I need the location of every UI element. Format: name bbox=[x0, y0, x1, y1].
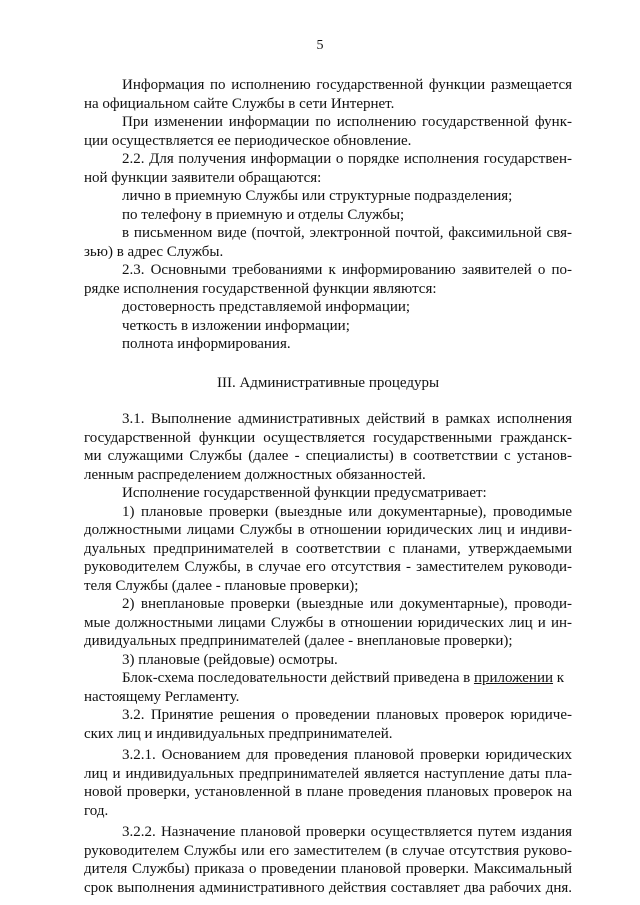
scheme-text-after: к bbox=[553, 670, 565, 686]
text-line: 3.1. Выполнение административных действий в рамках исполнения bbox=[122, 411, 572, 427]
appendix-link[interactable]: приложении bbox=[473, 670, 554, 686]
text-line: 2.3. Основными требованиями к информированию заявителей о по- bbox=[122, 262, 572, 278]
text-line: 3.2.2. Назначение плановой проверки осуществляется путем издания bbox=[122, 824, 572, 840]
text-line: полнота информирования. bbox=[122, 336, 291, 352]
text-line: мые должностными лицами Службы в отношении юридических лиц и ин- bbox=[84, 614, 572, 631]
text-line: дивидуальных предпринимателей (далее - внеплановые проверки); bbox=[84, 633, 513, 649]
text-line: срок выполнения административного действия составляет два рабочих дня. bbox=[84, 879, 572, 896]
text-line: государственной функции осуществляется государственными гражданск- bbox=[84, 429, 572, 446]
text-line: ции осуществляется ее периодическое обновление. bbox=[84, 132, 412, 149]
text-line: лично в приемную Службы или структурные подразделения; bbox=[122, 188, 513, 204]
text-line: руководителем Службы, в случае его отсутствия - заместителем руководи- bbox=[84, 559, 572, 575]
text-line: по телефону в приемную и отделы Службы; bbox=[122, 206, 405, 223]
text-line: лиц и индивидуальных предпринимателей является наступление даты пла- bbox=[84, 765, 572, 782]
scheme-line bbox=[84, 669, 572, 688]
text-line: новой проверки, установленной в плане проведения плановых проверок на bbox=[84, 784, 572, 800]
page-number: 5 bbox=[316, 38, 324, 53]
text-line: дителя Службы) приказа о проведении плановой проверки. Максимальный bbox=[84, 861, 572, 877]
text-line: 3) плановые (рейдовые) осмотры. bbox=[122, 651, 338, 668]
text-line: ских лиц и индивидуальных предпринимателей. bbox=[84, 725, 393, 742]
text-line: настоящему Регламенту. bbox=[84, 688, 240, 705]
text-line: на официальном сайте Службы в сети Интернет. bbox=[84, 95, 395, 112]
text-line: 3.2. Принятие решения о проведении плановых проверок юридиче- bbox=[122, 707, 572, 723]
text-line: 1) плановые проверки (выездные или документарные), проводимые bbox=[122, 503, 572, 520]
text-line: ной функции заявители обращаются: bbox=[84, 169, 322, 186]
text-line: зью) в адрес Службы. bbox=[84, 243, 224, 260]
section-title: III. Административные процедуры bbox=[216, 374, 440, 391]
text-line: в письменном виде (почтой, электронной почтой, факсимильной свя- bbox=[122, 225, 572, 241]
text-line: дуальных предпринимателей в соответствии с планами, утверждаемыми bbox=[84, 540, 572, 557]
text-line: рядке исполнения государственной функции являются: bbox=[84, 280, 437, 297]
text-line: 3.2.1. Основанием для проведения плановой проверки юридических bbox=[122, 747, 572, 763]
text-line: четкость в изложении информации; bbox=[122, 317, 350, 334]
text-line: Исполнение государственной функции предусматривает: bbox=[122, 485, 487, 501]
text-line: 2) внеплановые проверки (выездные или документарные), проводи- bbox=[122, 596, 572, 612]
text-line: год. bbox=[84, 802, 109, 819]
text-line: ми служащими Службы (далее - специалисты) в соответствии с установ- bbox=[84, 448, 572, 464]
text-line: теля Службы (далее - плановые проверки); bbox=[84, 577, 359, 594]
text-line: ленным распределением должностных обязанностей. bbox=[84, 466, 426, 483]
text-line: 2.2. Для получения информации о порядке исполнения государствен- bbox=[122, 151, 572, 167]
scheme-text-before: Блок-схема последовательности действий приведена в bbox=[122, 670, 474, 686]
text-line: руководителем Службы или его заместителем (в случае отсутствия руково- bbox=[84, 842, 572, 859]
document-body bbox=[84, 76, 572, 897]
text-line: должностными лицами Службы в отношении юридических лиц и индиви- bbox=[84, 522, 572, 538]
text-line: Информация по исполнению государственной функции размещается bbox=[122, 77, 572, 93]
text-line: достоверность представляемой информации; bbox=[122, 299, 411, 315]
text-line: При изменении информации по исполнению государственной функ- bbox=[122, 114, 572, 130]
